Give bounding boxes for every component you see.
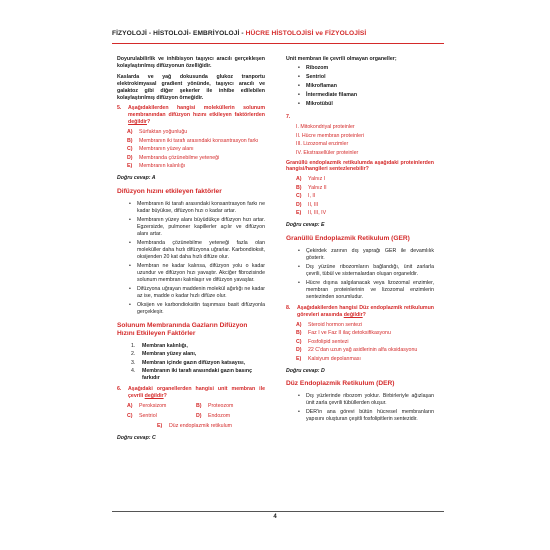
question-text-part: ? [146,119,151,126]
right-column [286,56,434,427]
option-d[interactable] [296,347,434,354]
option-e[interactable] [157,423,265,430]
question-number: 6. [117,385,122,392]
bullet-list [129,201,265,316]
option-text: Membranın iki tarafı arasındaki konsantrasyon farkı [139,137,259,144]
list-item [131,368,265,382]
options-list [296,322,434,363]
question-text [128,105,265,126]
option-letter: E) [127,163,133,170]
option-letter: D) [296,201,302,208]
list-item: • Çekirdek zarının dış yaprağı GER ile devamlılık gösterir. [298,248,434,262]
options-list [296,176,434,217]
option-b[interactable] [296,330,434,337]
option-letter: D) [296,347,302,354]
options-grid [127,403,265,422]
statement: II. Hücre membran proteinleri [296,132,364,139]
option-a[interactable] [296,322,434,329]
option-letter: C) [127,412,133,419]
option-a[interactable] [296,176,434,183]
option-text: Düz endoplazmik retikulum [169,422,233,429]
bullet-list [298,248,434,301]
statement: III. Lizozomal enzimler [296,141,349,148]
option-letter: C) [296,338,302,345]
list-number: 2. [131,351,136,357]
option-text: Fosfolipid sentezi [308,338,349,345]
list-item [131,343,265,350]
option-c[interactable] [127,413,196,420]
option-letter: B) [296,184,302,191]
option-b[interactable] [196,403,265,410]
list-item: • DER'in ana görevi bütün hücresel membranların yapısını oluşturan çeşitli fosfolipitlerin sentezidir. [298,409,434,423]
list-text: Membran yüzey alanı, [142,351,197,357]
question-number: 7. [286,114,291,121]
list-item: • Dış yüzüne ribozomların bağlandığı, ünit zarlarla çevrili, tübül ve sisternalardan oluşan organeldir. [298,264,434,278]
option-letter: B) [127,137,133,144]
option-text: Membranın kalınlığı [139,163,186,170]
section-heading: Granüllü Endoplazmik Retikulum (GER) [286,235,410,243]
list-item: • İntermediate filaman [298,92,434,99]
question-7 [286,114,434,121]
intro-paragraph: Kaslarda ve yağ dokusunda glukoz tranportu elektrokimyasal gradient yönünde, taşıyıcı aracılı ve galaktoz gibi diğer şekerler ile inhibe edilebilen kolaylaştırılmış difüzyon örneğidir. [117,73,265,101]
correct-answer: Doğru cevap: C [117,434,156,441]
option-letter: B) [196,402,202,409]
option-text: Kalsiyum depolanması [308,355,361,362]
list-number: 1. [131,342,136,349]
option-letter: B) [296,330,302,337]
option-d[interactable] [296,202,434,209]
question-text-part: ? [163,392,167,399]
list-item: • Mikrotübül [298,101,434,108]
question-number: 8. [286,304,291,311]
question-text-part: ? [362,311,366,318]
option-a[interactable] [127,129,265,136]
question-6 [117,386,265,400]
list-item: • Oksijen ve karbondioksitin taşınması basit difüzyonla gerçekleşir. [129,302,265,316]
option-e[interactable] [127,163,265,170]
option-d[interactable] [196,413,265,420]
option-text: Yalnız I [308,176,326,183]
list-item: • Membranın iki tarafı arasındaki konsantrasyon farkı ne kadar büyükse, difüzyon hızı o kadar artar. [129,201,265,215]
roman-statements [296,124,434,156]
question-text [128,386,265,400]
option-letter: A) [127,129,133,136]
option-d[interactable] [127,155,265,162]
page-number: 4 [273,514,277,520]
option-e[interactable] [296,356,434,363]
question-text-part: Aşağıdakilerden hangisi Düz endoplazmik retikulumun görevleri arasında [297,304,434,318]
option-letter: A) [127,402,133,409]
list-number: 3. [131,359,136,366]
question-text-part: Aşağıdakilerden hangisi moleküllerin solunum membranından difüzyon hızını etkileyen faktörlerden [128,105,265,119]
option-b[interactable] [127,138,265,145]
option-text: Faz I ve Faz II ilaç detoksifikasyonu [308,330,391,337]
question-emphasis: değildir [343,311,363,318]
numbered-list [131,343,265,382]
question-text: Granüllü endoplazmik retikulumda aşağıdaki proteinlerden hangisi/hangileri sentezlenebilir? [286,159,434,173]
list-item: • Membranın yüzey alanı büyüdükçe difüzyon hızı artar. Egzersizde, pulmoner kapillerler açılır ve difüzyon alanı artar. [129,217,265,238]
option-letter: D) [196,412,202,419]
list-item [131,360,265,367]
list-item [131,351,265,358]
option-text: Peroksizom [139,402,167,409]
option-text: Steroid hormon sentezi [308,321,362,328]
question-emphasis: değildir [128,119,147,126]
list-item: • Dış yüzlerinde ribozom yoktur. Birbirleriyle ağızlaşan ünit zarla çevrili tübüllerden oluşur. [298,393,434,407]
list-item: • Mikroflaman [298,83,434,90]
option-letter: C) [127,146,133,153]
option-text: II, III, IV [308,210,327,217]
section-heading: Solunum Membranında Gazların Difüzyon Hızını Etkileyen Faktörler [117,321,248,337]
option-e[interactable] [296,210,434,217]
question-8 [286,305,434,319]
option-b[interactable] [296,185,434,192]
header-topic: HÜCRE HİSTOLOJİSİ ve FİZYOLOJİSİ [245,30,367,37]
option-letter: E) [157,422,163,429]
list-text: Membran kalınlığı, [142,342,188,349]
question-number: 5. [117,105,122,112]
list-item: • Sentriol [298,74,434,81]
question-7-text [286,160,434,174]
option-text: I, II [308,193,316,200]
option-letter: C) [296,193,302,200]
question-text [297,305,434,319]
option-text: Sentriol [139,412,157,419]
organelle-list [298,65,434,108]
option-c[interactable] [127,146,265,153]
header-title-part: FİZYOLOJİ - HİSTOLOJİ- EMBRİYOLOJİ - [112,30,246,37]
list-item: • Difüzyona uğrayan maddenin molekül ağırlığı ne kadar az ise, madde o kadar hızlı difüze olur. [129,286,265,300]
option-text: Proteozom [208,402,234,409]
list-text: Membranın iki tarafı arasındaki gazın basınç farkıdır [142,368,252,381]
bullet-list [298,393,434,423]
options-list [127,129,265,170]
option-text: Endozom [208,412,231,419]
header-divider [112,43,444,44]
list-item: • Membran ne kadar kalınsa, difüzyon yolu o kadar uzundur ve difüzyon hızı yavaştır. Akciğer fibrozisinde solunum membranı kalınlaşır ve difüzyon yavaşlar. [129,263,265,284]
correct-answer: Doğru cevap: D [286,367,325,374]
list-text: Membran içinde gazın difüzyon katsayısı, [142,359,245,366]
left-column [117,56,265,448]
option-text: Yalnız II [308,184,327,191]
option-c[interactable] [296,339,434,346]
option-letter: D) [127,154,133,161]
section-heading: Difüzyon hızını etkileyen faktörler [117,187,222,195]
page-header [112,30,444,44]
option-letter: E) [296,355,302,362]
intro-paragraph: Unit membran ile çevrili olmayan organeller; [286,56,397,62]
option-letter: A) [296,176,302,183]
list-number: 4. [131,368,136,374]
correct-answer: Doğru cevap: E [286,222,325,229]
list-item: • Ribozom [298,65,434,72]
footer-divider [112,511,444,512]
question-text-part: Aşağıdaki organellerden hangisi unit membran ile çevrili [128,385,265,399]
option-letter: A) [296,321,302,328]
option-letter: E) [296,210,302,217]
list-item: • Hücre dışına salgılanacak veya lizozomal enzimler, membran proteinlerinin ve lizozomal enzimlerin sentezinden sorumludur. [298,280,434,301]
option-text: 22 C'dan uzun yağ asidlerinin alfa oksidasyonu [308,347,418,354]
statement: IV. Ekstrasellüler proteinler [296,149,359,156]
correct-answer: Doğru cevap: A [117,175,156,182]
list-item: • Membranda çözünebilme yeteneği fazla olan moleküller daha hızlı difüzyona uğrarlar. Karbondioksit, oksijenden 20 kat daha hızlı difüze olur. [129,240,265,261]
question-5 [117,105,265,126]
intro-paragraph: Doyurulabilirlik ve inhibisyon taşıyıcı aracılı gerçekleşen kolaylaştırılmış difüzyonun özelliğidir. [117,56,265,69]
section-heading: Düz Endoplazmik Retikulum (DER) [286,380,395,388]
option-text: Membranın yüzey alanı [139,146,194,153]
option-c[interactable] [296,193,434,200]
question-emphasis: değildir [144,392,164,399]
option-text: Membranda çözünebilme yeteneği [139,154,220,161]
option-a[interactable] [127,403,196,410]
option-text: II, III [308,201,319,208]
option-text: Sürfaktan yoğunluğu [139,129,188,136]
statement: I. Mitokondriyal proteinler [296,124,355,131]
